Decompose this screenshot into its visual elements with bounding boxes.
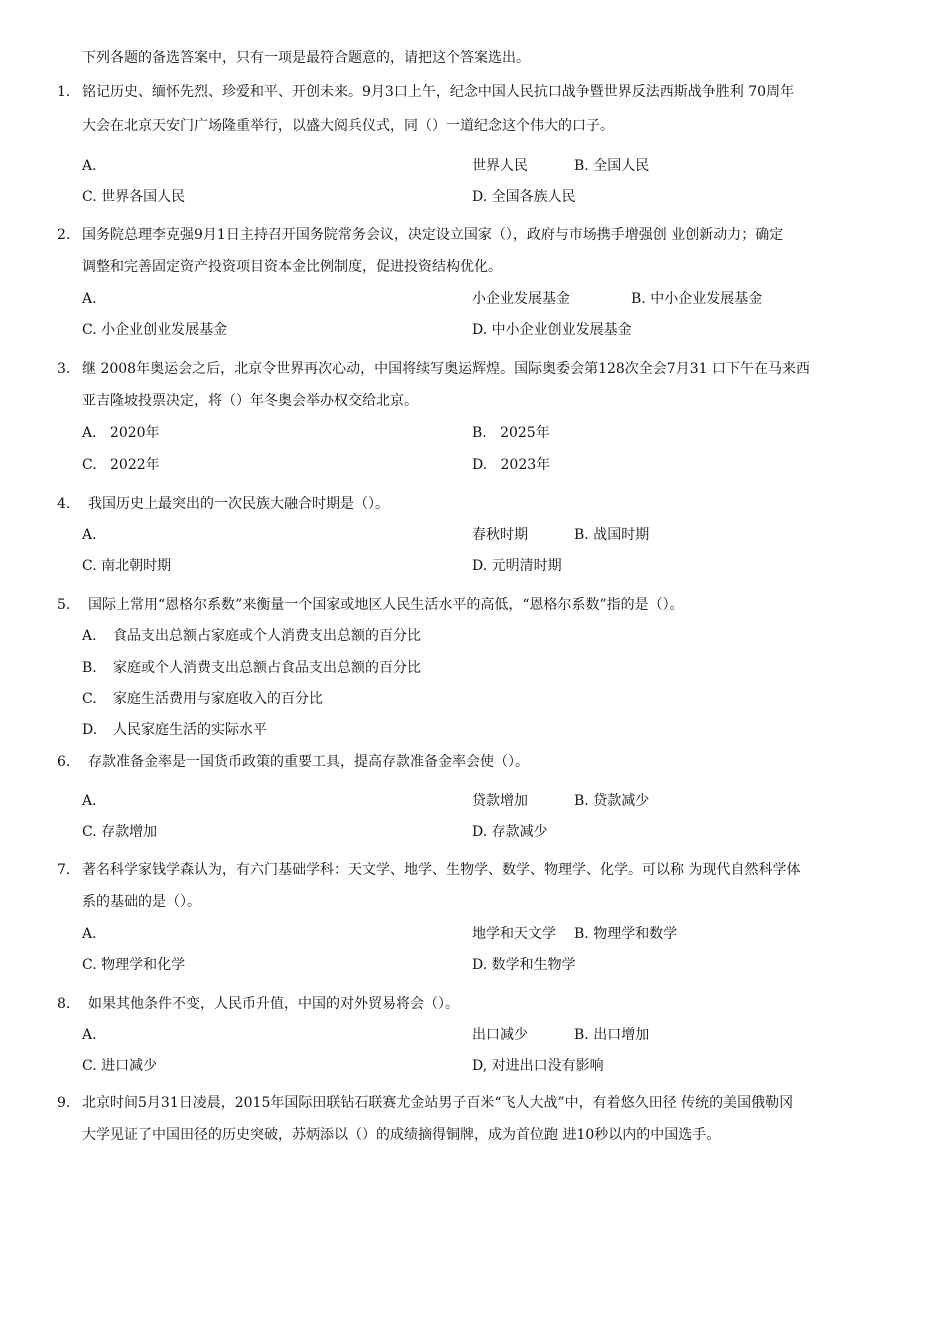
question-text: 如果其他条件不变，人民币升值，中国的对外贸易将会（）。 — [88, 996, 459, 1012]
question-number: 7. — [57, 862, 71, 878]
option-a-label: A. — [82, 527, 97, 543]
question-number: 4. — [57, 496, 71, 512]
option-a-text: 小企业发展基金 — [472, 291, 570, 307]
option-label: A. — [82, 628, 97, 644]
option-c: C. 进口减少 — [82, 1058, 158, 1074]
question-number: 6. — [57, 754, 71, 770]
option-label: C. — [82, 691, 97, 707]
question-text: 继 2008年奥运会之后，北京令世界再次心动，中国将续写奥运辉煌。国际奥委会第128次全会7月31 口下午在马来西 — [82, 361, 810, 377]
question-text: 大会在北京天安门广场隆重举行，以盛大阅兵仪式，同（）一道纪念这个伟大的口子。 — [82, 118, 614, 134]
question-text: 国务院总理李克强9月1日主持召开国务院常务会议，决定设立国家（），政府与市场携手增强创 业创新动力；确定 — [82, 227, 784, 243]
question-text: 调整和完善固定资产投资项目资本金比例制度，促进投资结构优化。 — [82, 259, 502, 275]
option-d: D. 全国各族人民 — [472, 189, 576, 205]
option-b: B. 战国时期 — [574, 527, 650, 543]
option-c: C. 2022年 — [82, 457, 160, 473]
question-text: 亚吉隆坡投票决定，将（）年冬奥会举办权交给北京。 — [82, 393, 418, 409]
question-number: 5. — [57, 597, 71, 613]
question-number: 3. — [57, 361, 71, 377]
option-label: B. — [82, 660, 97, 676]
option-label: D. — [82, 722, 98, 738]
instruction-text: 下列各题的备选答案中，只有一项是最符合题意的，请把这个答案选出。 — [82, 50, 530, 66]
option-c: C. 存款增加 — [82, 824, 158, 840]
option-b: B. 2025年 — [472, 425, 550, 441]
question-number: 8. — [57, 996, 71, 1012]
option-c: C. 物理学和化学 — [82, 957, 186, 973]
option-a-text: 贷款增加 — [472, 793, 528, 809]
option-d: D. 数学和生物学 — [472, 957, 576, 973]
option-c: C. 小企业创业发展基金 — [82, 322, 228, 338]
question-text: 国际上常用“恩格尔系数”来衡量一个国家或地区人民生活水平的高低，“恩格尔系数”指的是（）。 — [88, 597, 684, 613]
option-b: B. 全国人民 — [574, 158, 650, 174]
question-text: 系的基础的是（）。 — [82, 894, 201, 910]
option-d: D. 中小企业创业发展基金 — [472, 322, 632, 338]
option-text: 家庭或个人消费支出总额占食品支出总额的百分比 — [113, 660, 421, 676]
option-a: A. 2020年 — [82, 425, 160, 441]
question-text: 存款准备金率是一国货币政策的重要工具，提高存款准备金率会使（）。 — [88, 754, 529, 770]
question-text: 著名科学家钱学森认为，有六门基础学科：天文学、地学、生物学、数学、物理学、化学。可以称 为现代自然科学体 — [82, 862, 801, 878]
option-b: B. 贷款减少 — [574, 793, 650, 809]
question-text: 大学见证了中国田径的历史突破，苏炳添以（）的成绩摘得铜牌，成为首位跑 进10秒以内的中国选手。 — [82, 1127, 721, 1143]
option-a-label: A. — [82, 1027, 97, 1043]
question-number: 2. — [57, 227, 71, 243]
question-text: 铭记历史、缅怀先烈、珍爱和平、开创未来。9月3口上午，纪念中国人民抗口战争暨世界反法西斯战争胜利 70周年 — [82, 84, 795, 100]
option-c: C. 南北朝时期 — [82, 558, 172, 574]
option-a-text: 地学和天文学 — [472, 926, 556, 942]
question-number: 9. — [57, 1095, 71, 1111]
option-text: 家庭生活费用与家庭收入的百分比 — [113, 691, 323, 707]
question-number: 1. — [57, 84, 71, 100]
option-a-label: A. — [82, 291, 97, 307]
option-d: D, 对进出口没有影响 — [472, 1058, 604, 1074]
option-a-label: A. — [82, 926, 97, 942]
option-text: 人民家庭生活的实际水平 — [113, 722, 267, 738]
option-b: B. 中小企业发展基金 — [631, 291, 763, 307]
option-a-text: 世界人民 — [472, 158, 528, 174]
option-b: B. 出口增加 — [574, 1027, 650, 1043]
option-a-label: A. — [82, 793, 97, 809]
option-text: 食品支出总额占家庭或个人消费支出总额的百分比 — [113, 628, 421, 644]
option-c: C. 世界各国人民 — [82, 189, 186, 205]
option-d: D. 2023年 — [472, 457, 551, 473]
option-a-text: 春秋时期 — [472, 527, 528, 543]
option-a-label: A. — [82, 158, 97, 174]
question-text: 我国历史上最突出的一次民族大融合时期是（）。 — [88, 496, 389, 512]
question-text: 北京时间5月31日凌晨，2015年国际田联钻石联赛尤金站男子百米“飞人大战”中，有着悠久田径 传统的美国俄勒冈 — [82, 1095, 794, 1111]
option-b: B. 物理学和数学 — [574, 926, 678, 942]
option-d: D. 元明清时期 — [472, 558, 562, 574]
option-a-text: 出口减少 — [472, 1027, 528, 1043]
option-d: D. 存款减少 — [472, 824, 548, 840]
